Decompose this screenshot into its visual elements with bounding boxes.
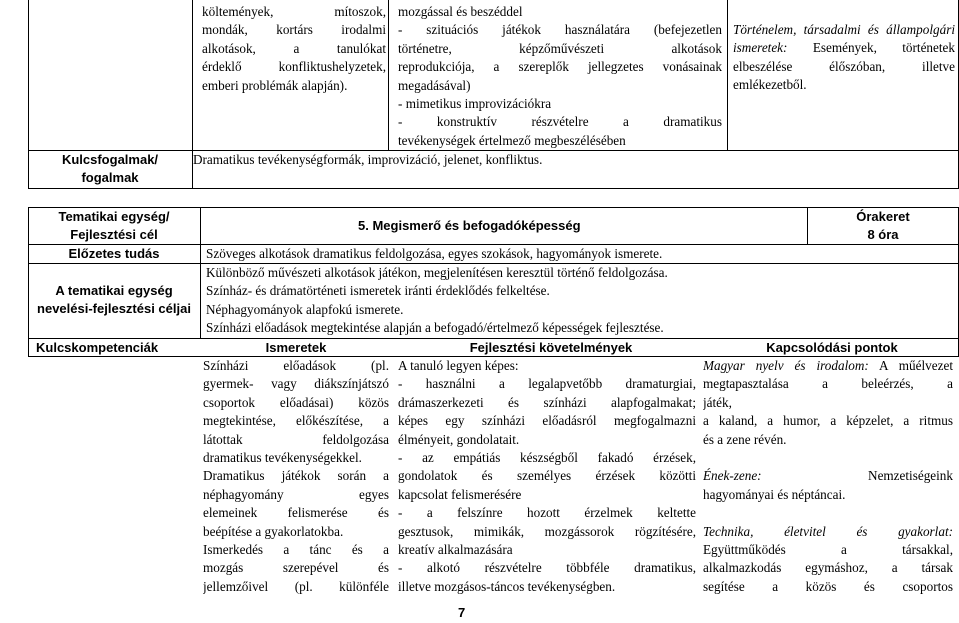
requirement-line: kapcsolat felismerésére (398, 486, 522, 502)
concepts-value: Dramatikus tevékenységformák, improvizáció, jelenet, konfliktus. (193, 152, 543, 167)
rule-unit-col (200, 207, 201, 338)
link-line: segítése a közös és csoportos (703, 578, 953, 594)
header-knowledge: Ismeretek (265, 340, 327, 355)
goal-item: Különböző művészeti alkotások játékon, megjelenítésen keresztül történő feldolgozása. (206, 265, 668, 280)
hours-box (808, 208, 958, 245)
knowledge-column (203, 357, 389, 596)
unit-label-line: Tematikai egység/ (58, 209, 170, 224)
top-col3-line: elbeszélése élőszóban, illetve (733, 58, 955, 74)
subject-italic: Technika, életvitel és gyakorlat: (703, 523, 953, 539)
goal-item: Néphagyományok alapfokú ismerete. (206, 301, 404, 317)
link-spacer (703, 449, 953, 467)
goal-item: Színház- és drámatörténeti ismeretek iránti érdeklődés felkeltése. (206, 283, 550, 299)
requirement-line: kreatív alkalmazására (398, 541, 513, 557)
requirement-line: illetve mozgásos-táncos tevékenységben. (398, 578, 616, 594)
link-line (703, 467, 953, 485)
top-col2 (398, 3, 722, 150)
knowledge-line: megtekintése, előkészítése, a (203, 413, 389, 429)
knowledge-line: elemeinek felismerése és (203, 505, 389, 521)
subject-italic: ismeretek: (733, 40, 788, 56)
knowledge-line: néphagyomány egyes (203, 486, 389, 502)
unit-title: 5. Megismerő és befogadóképesség (358, 218, 581, 233)
knowledge-line: Színházi előadások (pl. (203, 358, 389, 373)
goals-label-line: nevelési-fejlesztési céljai (37, 301, 191, 317)
unit-label (29, 208, 199, 245)
knowledge-line: beépítése a gyakorlatokba. (203, 523, 344, 539)
link-line (703, 523, 953, 541)
knowledge-line: gyermek- vagy diákszínjátszó (203, 376, 389, 392)
goals-label-line: A tematikai egység (55, 283, 173, 298)
requirement-line: gesztusok, mimikák, mozgássorok rögzítésére, (398, 523, 696, 539)
top-col2-line: - mimetikus improvizációkra (398, 95, 552, 111)
requirement-line: élményeit, gondolatait. (398, 431, 520, 447)
knowledge-line: látottak feldolgozása (203, 431, 389, 447)
knowledge-line: dramatikus tevékenységekkel. (203, 449, 362, 465)
top-col1-line: érdeklő konfliktushelyzetek, (202, 59, 386, 75)
top-col2-line: reprodukciója, a szereplők jellegzetes vonásainak (398, 59, 722, 75)
link-line: megtapasztalása a beleérzés, a (703, 376, 953, 392)
header-key-competences: Kulcskompetenciák (36, 340, 159, 355)
links-column (703, 357, 953, 596)
top-col2-line: mozgással és beszéddel (398, 4, 523, 19)
top-col2-line: megadásával) (398, 77, 471, 93)
link-line (703, 357, 953, 375)
requirement-line: - a felszínre hozott érzelmek keltette (398, 505, 696, 521)
subject-italic: Ének-zene: (703, 468, 762, 484)
hours-value: 8 óra (867, 227, 899, 243)
rule-top-col3 (727, 0, 728, 150)
requirement-line: A tanuló legyen képes: (398, 358, 519, 373)
concepts-label (29, 151, 191, 188)
link-line: Együttműködés a társakkal, (703, 541, 953, 557)
top-col3-text: Események, történetek (787, 40, 955, 56)
top-col2-line: tevékenységek értelmező megbeszélésében (398, 132, 626, 148)
requirement-line: - az empátiás készségből fakadó érzések, (398, 449, 696, 465)
header-links: Kapcsolódási pontok (766, 340, 898, 355)
unit-label-line: Fejlesztési cél (70, 227, 158, 243)
rule-top-col2 (388, 0, 389, 150)
knowledge-line: jellemzőivel (pl. különféle (203, 578, 389, 594)
hours-label: Órakeret (856, 209, 910, 224)
top-col1-line: alkotások, a tanulókat (202, 40, 386, 56)
goals-list (206, 264, 946, 338)
subject-italic: Magyar nyelv és irodalom: (703, 358, 869, 373)
top-col1 (202, 3, 386, 95)
top-col2-line: - szituációs játékok használatára (befejezetlen (398, 22, 722, 38)
knowledge-line: csoportok előadásai) közös (203, 394, 389, 410)
link-line: alkalmazkodás egymáshoz, a társak (703, 560, 953, 576)
link-spacer (703, 504, 953, 522)
goal-item: Színházi előadások megtekintése alapján a befogadó/értelmező képességek fejlesztése. (206, 320, 664, 336)
top-col1-line: mondák, kortárs irodalmi (202, 22, 386, 38)
top-col1-line: költemények, mítoszok, (202, 4, 386, 19)
link-line: játék, (703, 394, 732, 410)
rule-concepts-bottom (28, 188, 959, 189)
header-requirements: Fejlesztési követelmények (469, 340, 633, 355)
requirement-line: drámaszerkezeti és színházi alapfogalmakat; (398, 394, 696, 410)
concepts-label-line: Kulcsfogalmak/ (61, 152, 159, 167)
concepts-label-line: fogalmak (81, 170, 139, 186)
top-col3-line (733, 21, 955, 39)
knowledge-line: mozgás szerepével és (203, 560, 389, 576)
top-col3 (733, 21, 955, 95)
requirement-line: képes egy színházi előadásról megfogalmazni (398, 413, 696, 429)
requirement-line: gondolatok és személyes érzések közötti (398, 468, 696, 484)
prior-label: Előzetes tudás (68, 246, 160, 261)
link-line: a kaland, a humor, a képzelet, a ritmus (703, 413, 953, 429)
top-col3-line: emlékezetből. (733, 77, 807, 93)
goals-label (29, 282, 199, 319)
top-col2-line: történetre, képzőművészeti alkotások (398, 40, 722, 56)
link-text: Nemzetiségeink (761, 468, 953, 484)
top-col2-line: - konstruktív részvételre a dramatikus (398, 114, 722, 130)
top-col3-line (733, 39, 955, 57)
knowledge-line: Ismerkedés a tánc és a (203, 541, 389, 557)
knowledge-line: Dramatikus játékok során a (203, 468, 389, 484)
top-col1-line: emberi problémák alapján). (202, 77, 348, 93)
subject-italic: Történelem, társadalmi és állampolgári (733, 22, 955, 37)
link-line: hagyományai és néptáncai. (703, 486, 846, 502)
page-number: 7 (458, 605, 466, 620)
requirements-column (398, 357, 696, 596)
link-line: és a zene révén. (703, 431, 787, 447)
requirement-line: - használni a legalapvetőbb dramaturgiai, (398, 376, 696, 392)
link-text: A műélvezet (868, 358, 953, 373)
requirement-line: - alkotó részvételre többféle dramatikus, (398, 560, 696, 576)
prior-value: Szöveges alkotások dramatikus feldolgozása, egyes szokások, hagyományok ismerete. (206, 246, 663, 261)
